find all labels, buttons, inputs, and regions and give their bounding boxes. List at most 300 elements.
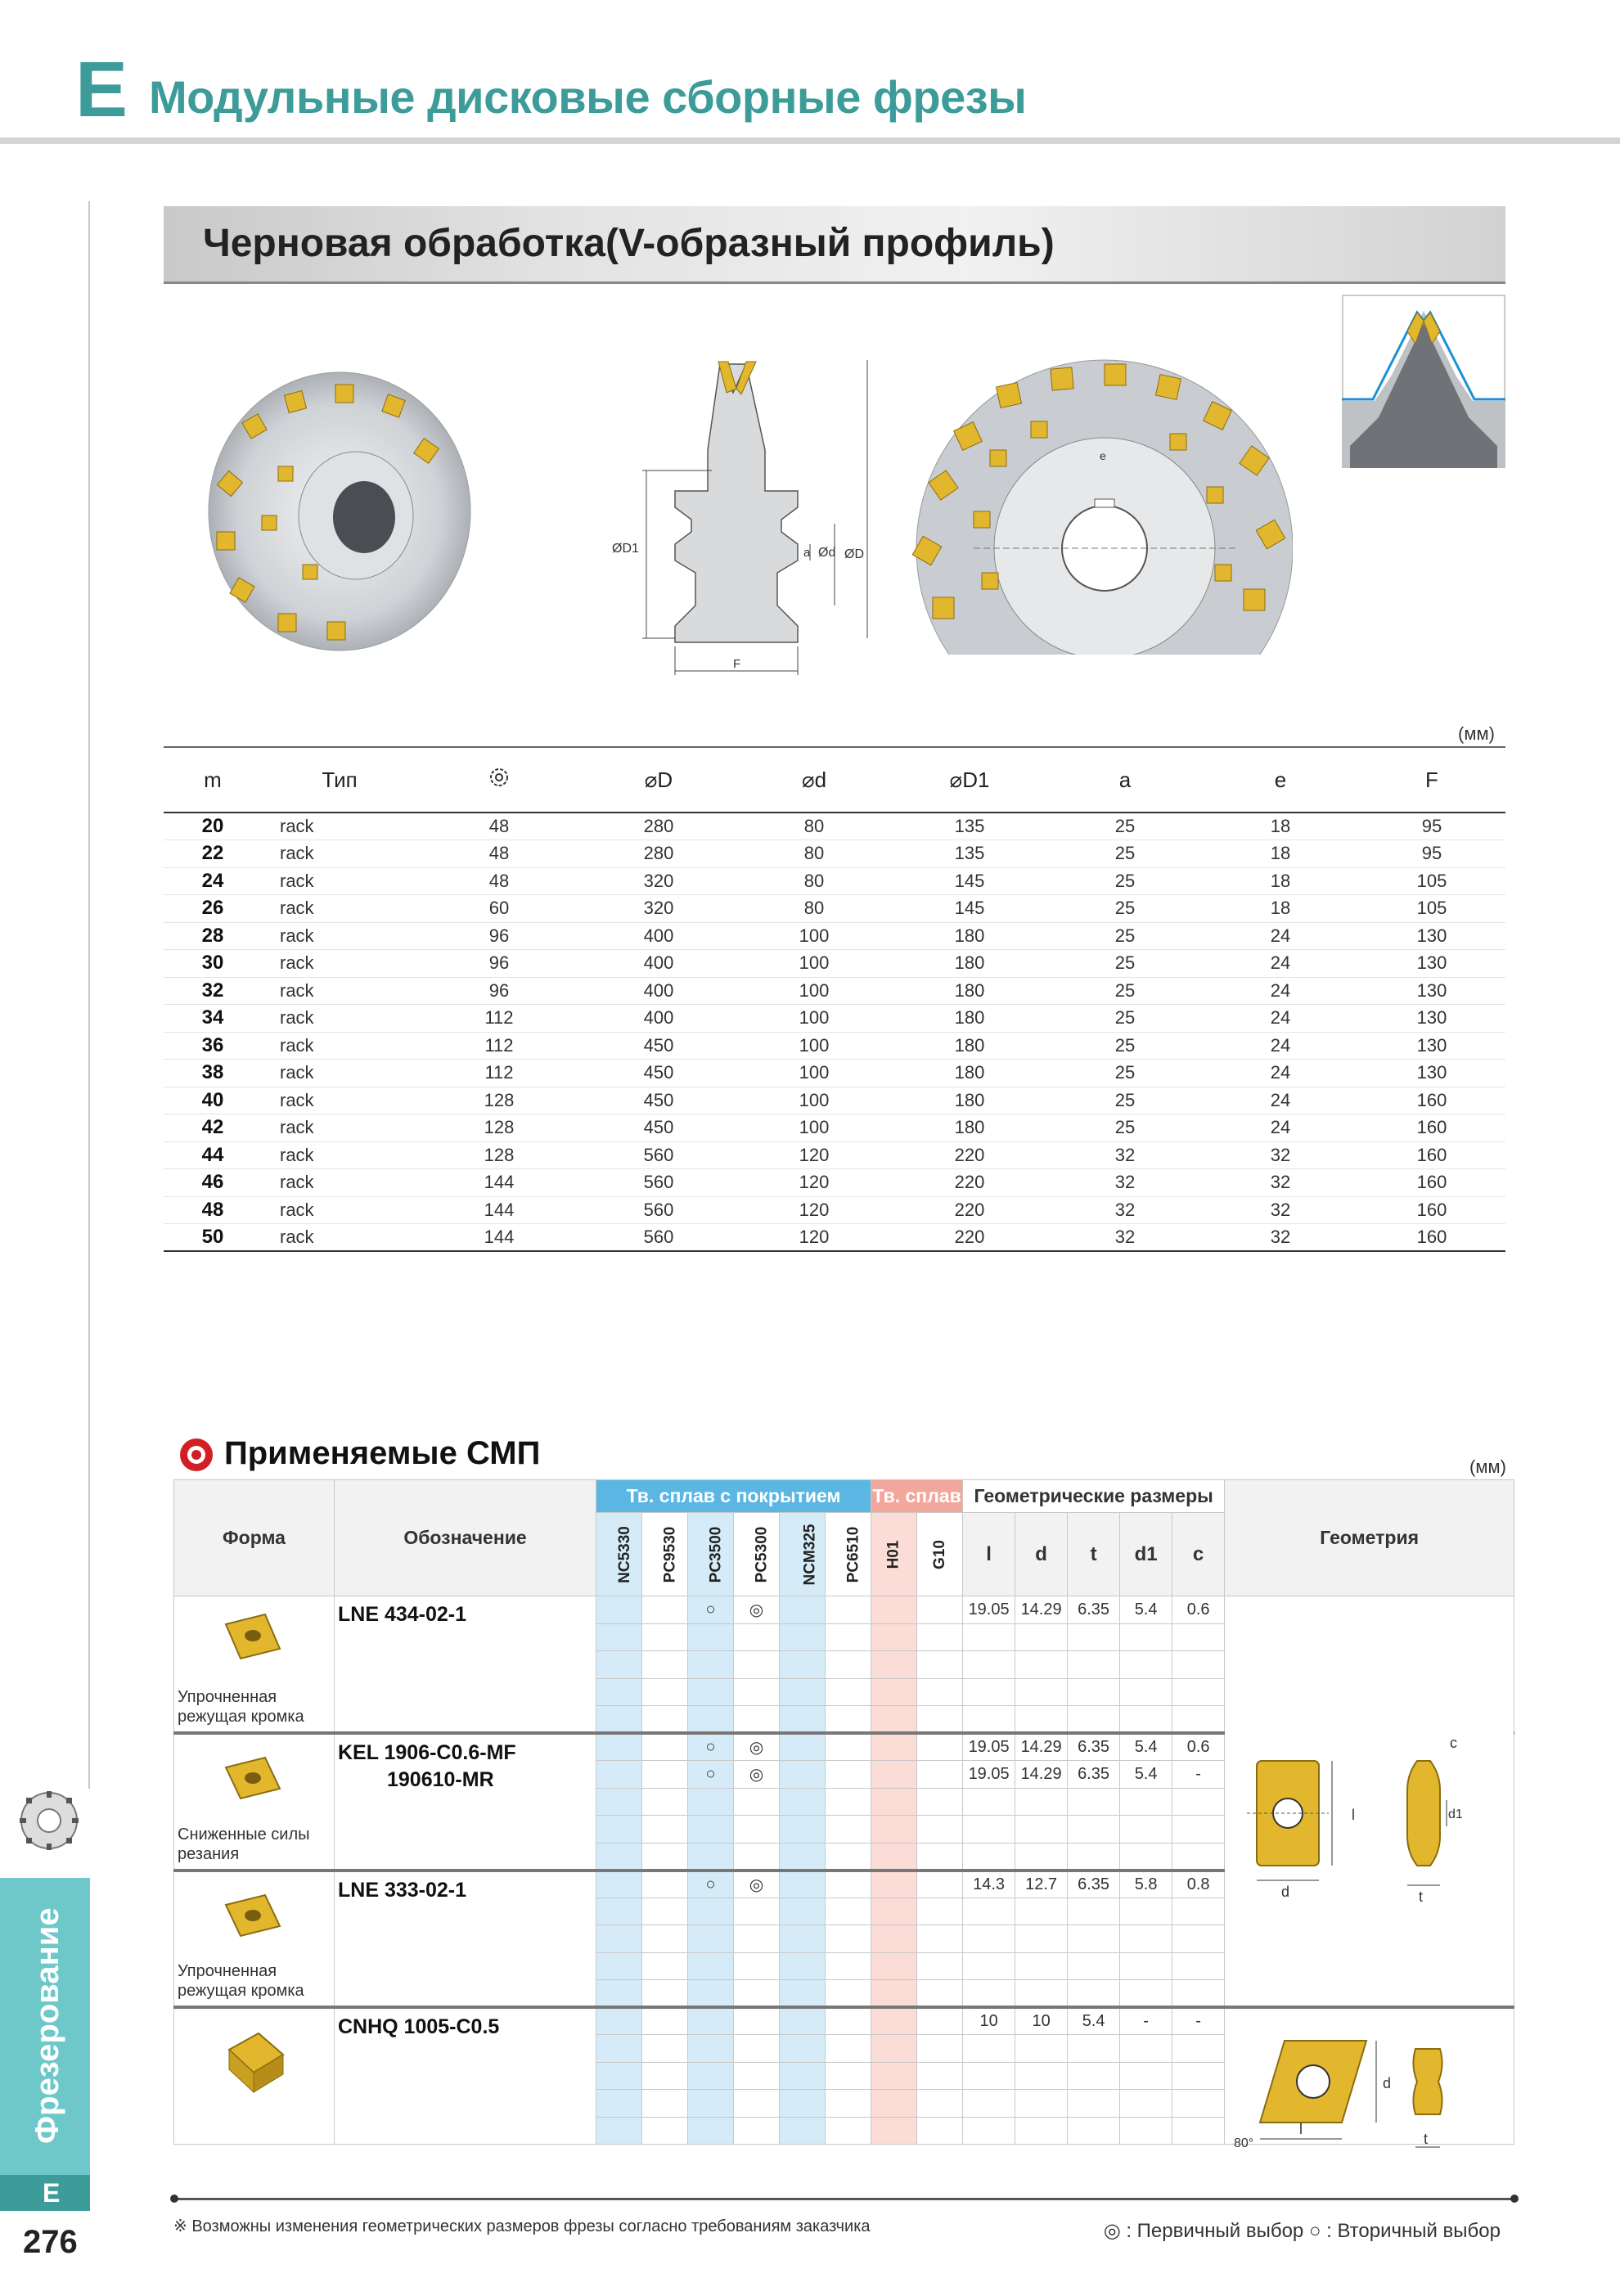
dimension-cell: 5.4 [1120, 1761, 1172, 1789]
table-cell: rack [262, 867, 417, 895]
grade-cell [688, 2035, 734, 2063]
table-cell: rack [262, 1141, 417, 1169]
table-cell: 320 [581, 867, 736, 895]
table-cell: 160 [1358, 1224, 1505, 1252]
grade-cell [917, 1623, 963, 1651]
grade-cell [826, 1706, 871, 1734]
grade-cell [780, 1980, 826, 2008]
insert-shape-cell [174, 1871, 335, 2008]
table-cell: 48 [417, 813, 581, 840]
table-cell: 128 [417, 1141, 581, 1169]
grade-cell [917, 1706, 963, 1734]
table-cell: 280 [581, 813, 736, 840]
label-D: ØD [844, 547, 864, 561]
grade-cell [642, 1733, 688, 1761]
table-cell: 450 [581, 1032, 736, 1060]
grade-cell [871, 1871, 917, 1898]
grade-PC3500: PC3500 [688, 1513, 734, 1596]
dimension-cell [963, 1623, 1015, 1651]
grade-cell [596, 1925, 642, 1953]
grade-cell: ◎ [734, 1871, 780, 1898]
grade-cell [780, 2035, 826, 2063]
table-cell: 42 [164, 1114, 262, 1142]
grade-cell: ○ [688, 1761, 734, 1789]
table-cell: 160 [1358, 1114, 1505, 1142]
grade-cell [780, 1623, 826, 1651]
table-cell: 130 [1358, 1005, 1505, 1033]
grade-cell [780, 1706, 826, 1734]
dimension-cell [1172, 1925, 1225, 1953]
dimension-cell: - [1172, 1761, 1225, 1789]
grade-cell [688, 1651, 734, 1679]
grade-cell: ○ [688, 1733, 734, 1761]
chapter-letter: E [75, 46, 128, 133]
table-cell: 24 [1203, 1005, 1358, 1033]
inserts-title: Применяемые СМП [224, 1435, 541, 1471]
dimension-cell [1120, 1788, 1172, 1816]
table-cell: 130 [1358, 950, 1505, 978]
grade-cell [917, 2007, 963, 2035]
grade-cell [871, 2090, 917, 2118]
table-cell: 80 [736, 813, 892, 840]
grade-cell [871, 2117, 917, 2145]
table-cell: 32 [1047, 1196, 1203, 1224]
footer-note: ※ Возможны изменения геометрических размеров фрезы согласно требованиям заказчика [173, 2217, 871, 2235]
label-F: F [733, 657, 741, 671]
group-carbide: Тв. сплав [871, 1480, 963, 1513]
dimension-cell [1172, 1843, 1225, 1871]
dimension-cell [1172, 1706, 1225, 1734]
insert-designation-cell [335, 2007, 596, 2145]
grade-cell [826, 2007, 871, 2035]
insert-designation-cell [335, 1596, 596, 1734]
table-unit: (мм) [1458, 723, 1495, 744]
table-cell: 96 [417, 950, 581, 978]
sidebar-line [88, 201, 90, 1789]
grade-cell [688, 1706, 734, 1734]
grade-cell [917, 1871, 963, 1898]
grade-NCM325: NCM325 [780, 1513, 826, 1596]
dimension-cell [1015, 1816, 1068, 1844]
grade-cell [871, 1733, 917, 1761]
table-cell: 18 [1203, 840, 1358, 868]
label-a: a [803, 546, 811, 560]
dimension-cell: 14.29 [1015, 1733, 1068, 1761]
table-cell: 25 [1047, 895, 1203, 923]
label-e: e [1100, 449, 1106, 462]
table-row [164, 1032, 1505, 1060]
grade-cell [734, 1706, 780, 1734]
grade-cell [596, 1952, 642, 1980]
table-cell: 400 [581, 977, 736, 1005]
grade-cell [596, 1706, 642, 1734]
grade-cell [642, 1843, 688, 1871]
table-cell: rack [262, 1032, 417, 1060]
dimension-cell [1172, 1623, 1225, 1651]
insert-image [201, 2017, 308, 2107]
table-cell: 24 [1203, 1060, 1358, 1087]
grade-cell [871, 1925, 917, 1953]
dimension-cell [1120, 1925, 1172, 1953]
cutter-thumbnail-icon [16, 1788, 82, 1853]
dimension-cell [1120, 1816, 1172, 1844]
dimension-cell [1068, 1623, 1120, 1651]
table-cell: 144 [417, 1196, 581, 1224]
grade-cell [780, 2062, 826, 2090]
table-cell: 220 [892, 1224, 1047, 1252]
table-cell: rack [262, 922, 417, 950]
dimension-cell [963, 1925, 1015, 1953]
dim-l: l [963, 1513, 1015, 1596]
grade-cell [780, 1596, 826, 1624]
dimension-cell [1015, 2062, 1068, 2090]
dimension-cell [1015, 1898, 1068, 1925]
grade-cell [688, 2090, 734, 2118]
grade-cell [780, 1651, 826, 1679]
grade-cell [871, 1761, 917, 1789]
dimension-cell: 6.35 [1068, 1871, 1120, 1898]
table-cell: 32 [1203, 1169, 1358, 1197]
table-cell: 112 [417, 1005, 581, 1033]
table-cell: 32 [1047, 1224, 1203, 1252]
col-D: ⌀D [581, 747, 736, 813]
grade-cell [871, 1898, 917, 1925]
table-cell: 32 [1203, 1141, 1358, 1169]
dimension-cell [1172, 1816, 1225, 1844]
table-cell: 44 [164, 1141, 262, 1169]
grade-cell [642, 2062, 688, 2090]
table-cell: 25 [1047, 840, 1203, 868]
table-cell: 112 [417, 1032, 581, 1060]
insert-designation: LNE 434-02-1 [338, 1603, 467, 1626]
table-cell: 180 [892, 977, 1047, 1005]
dimension-cell: 0.6 [1172, 1733, 1225, 1761]
table-cell: 100 [736, 950, 892, 978]
table-cell: 24 [1203, 922, 1358, 950]
dimension-cell: 0.8 [1172, 1871, 1225, 1898]
table-cell: 18 [1203, 867, 1358, 895]
grade-cell [826, 1733, 871, 1761]
table-cell: 560 [581, 1141, 736, 1169]
table-cell: 25 [1047, 977, 1203, 1005]
dimension-cell: 0.6 [1172, 1596, 1225, 1624]
dimension-cell [963, 1651, 1015, 1679]
page-number: 276 [23, 2224, 78, 2260]
grade-cell [780, 1678, 826, 1706]
table-cell: 180 [892, 1032, 1047, 1060]
grade-cell [734, 1623, 780, 1651]
table-cell: 28 [164, 922, 262, 950]
grade-cell [871, 1678, 917, 1706]
grade-cell [826, 1898, 871, 1925]
grade-cell [917, 2090, 963, 2118]
dimension-cell: 6.35 [1068, 1733, 1120, 1761]
dimension-cell: 19.05 [963, 1761, 1015, 1789]
grade-cell [596, 1623, 642, 1651]
table-row [164, 840, 1505, 868]
dimension-cell [1015, 1706, 1068, 1734]
inserts-unit: (мм) [1469, 1456, 1506, 1477]
insert-designation: CNHQ 1005-C0.5 [338, 2015, 500, 2038]
table-row [164, 1141, 1505, 1169]
col-D1: ⌀D1 [892, 747, 1047, 813]
table-cell: 24 [1203, 1114, 1358, 1142]
grade-cell [688, 1843, 734, 1871]
col-geometry: Геометрия [1225, 1480, 1514, 1596]
table-row [164, 1005, 1505, 1033]
grade-cell [780, 2090, 826, 2118]
table-cell: 25 [1047, 1087, 1203, 1114]
grade-cell: ○ [688, 1871, 734, 1898]
table-cell: 320 [581, 895, 736, 923]
table-cell: 180 [892, 1005, 1047, 1033]
dimension-cell [1120, 1980, 1172, 2008]
grade-cell [642, 2007, 688, 2035]
grade-cell [642, 1980, 688, 2008]
table-cell: 120 [736, 1141, 892, 1169]
table-cell: 40 [164, 1087, 262, 1114]
table-cell: 48 [417, 840, 581, 868]
grade-cell [826, 2062, 871, 2090]
grade-cell [917, 1980, 963, 2008]
grade-cell [688, 1623, 734, 1651]
table-cell: 25 [1047, 867, 1203, 895]
grade-cell [917, 2062, 963, 2090]
dimension-cell: 12.7 [1015, 1871, 1068, 1898]
grade-cell [871, 1651, 917, 1679]
table-cell: 560 [581, 1224, 736, 1252]
grade-NC5330: NC5330 [596, 1513, 642, 1596]
grade-cell: ◎ [734, 1761, 780, 1789]
table-cell: 25 [1047, 950, 1203, 978]
table-row [164, 1114, 1505, 1142]
grade-cell [596, 2007, 642, 2035]
table-cell: 130 [1358, 1060, 1505, 1087]
page-title: Модульные дисковые сборные фрезы [149, 71, 1027, 123]
geom-label-d: d [1281, 1884, 1290, 1900]
grade-cell [688, 1898, 734, 1925]
table-cell: 25 [1047, 922, 1203, 950]
grade-cell [917, 1816, 963, 1844]
dimension-cell [1068, 1651, 1120, 1679]
grade-cell [917, 2035, 963, 2063]
table-cell: 100 [736, 1032, 892, 1060]
table-row [164, 1169, 1505, 1197]
dimension-cell: 19.05 [963, 1596, 1015, 1624]
geom-label-t2: t [1424, 2131, 1429, 2147]
dimension-cell [963, 2090, 1015, 2118]
table-cell: 25 [1047, 1005, 1203, 1033]
grade-cell [871, 1706, 917, 1734]
grade-cell [917, 1733, 963, 1761]
table-cell: 30 [164, 950, 262, 978]
grade-cell [642, 1596, 688, 1624]
dimension-cell [1172, 1952, 1225, 1980]
col-a: a [1047, 747, 1203, 813]
grade-cell [871, 1816, 917, 1844]
grade-cell [780, 1733, 826, 1761]
table-cell: 560 [581, 1196, 736, 1224]
table-cell: 96 [417, 922, 581, 950]
table-cell: 100 [736, 922, 892, 950]
grade-cell [642, 1678, 688, 1706]
table-cell: 24 [164, 867, 262, 895]
table-cell: 135 [892, 840, 1047, 868]
table-cell: rack [262, 1114, 417, 1142]
grade-cell [642, 1816, 688, 1844]
sidebar-category-label: Фрезерование [29, 1907, 65, 2144]
grade-cell: ○ [688, 1596, 734, 1624]
table-cell: rack [262, 1060, 417, 1087]
grade-cell [780, 1925, 826, 1953]
dim-c: c [1172, 1513, 1225, 1596]
table-cell: rack [262, 1005, 417, 1033]
dimension-cell [963, 1706, 1015, 1734]
dimensions-table [164, 746, 1505, 1252]
dimension-cell [1172, 1678, 1225, 1706]
table-cell: rack [262, 977, 417, 1005]
grade-cell [642, 1623, 688, 1651]
table-cell: 400 [581, 922, 736, 950]
table-cell: 400 [581, 1005, 736, 1033]
dimension-cell [963, 2117, 1015, 2145]
grade-cell [596, 1871, 642, 1898]
grade-cell [917, 1651, 963, 1679]
label-D1: ØD1 [612, 542, 639, 556]
dimension-cell [1172, 2035, 1225, 2063]
dimension-cell [1172, 1651, 1225, 1679]
grade-cell [917, 1952, 963, 1980]
grade-cell [688, 1925, 734, 1953]
grade-cell [734, 2035, 780, 2063]
geom-label-c: c [1450, 1735, 1457, 1751]
dimension-cell [1120, 1678, 1172, 1706]
footer-dot-right [1510, 2195, 1519, 2203]
geom-label-angle: 80° [1234, 2136, 1254, 2150]
table-cell: 26 [164, 895, 262, 923]
geom-label-l2: l [1299, 2121, 1303, 2137]
table-row [164, 977, 1505, 1005]
grade-cell [642, 1925, 688, 1953]
grade-cell [826, 1925, 871, 1953]
insert-image [201, 1743, 308, 1833]
insert-image [201, 1880, 308, 1970]
footer-dot-left [170, 2195, 178, 2203]
dimensions-header-row [164, 747, 1505, 813]
dimension-cell: 6.35 [1068, 1761, 1120, 1789]
dimension-cell [1120, 1706, 1172, 1734]
grade-cell [780, 1788, 826, 1816]
insert-shape-cell [174, 1733, 335, 1871]
grade-cell [688, 2062, 734, 2090]
insert-designation-alt: 190610-MR [387, 1768, 494, 1791]
table-row [164, 1060, 1505, 1087]
table-cell: rack [262, 950, 417, 978]
dimension-cell [1120, 2117, 1172, 2145]
dimension-cell: 14.29 [1015, 1761, 1068, 1789]
grade-cell [596, 1761, 642, 1789]
table-cell: 46 [164, 1169, 262, 1197]
grade-cell [688, 2007, 734, 2035]
table-cell: 20 [164, 813, 262, 840]
table-cell: 120 [736, 1224, 892, 1252]
table-cell: 135 [892, 813, 1047, 840]
col-teeth-count [417, 747, 581, 813]
sidebar-letter: E [43, 2178, 61, 2208]
grade-cell [826, 2090, 871, 2118]
grade-cell [596, 1733, 642, 1761]
table-row [164, 922, 1505, 950]
dimension-cell: 6.35 [1068, 1596, 1120, 1624]
grade-cell [734, 1980, 780, 2008]
insert-caption: Сниженные силы резания [178, 1825, 310, 1863]
grade-cell [826, 1788, 871, 1816]
table-row [164, 867, 1505, 895]
table-cell: 18 [1203, 895, 1358, 923]
table-cell: 100 [736, 977, 892, 1005]
table-cell: 25 [1047, 813, 1203, 840]
profile-inset-drawing [1342, 295, 1505, 468]
dimension-cell: - [1120, 2007, 1172, 2035]
dimension-cell [1172, 2117, 1225, 2145]
insert-designation: LNE 333-02-1 [338, 1878, 467, 1902]
dimension-cell [963, 1952, 1015, 1980]
table-cell: 130 [1358, 1032, 1505, 1060]
grade-cell [596, 1816, 642, 1844]
grade-G10: G10 [917, 1513, 963, 1596]
dimension-cell [1120, 2035, 1172, 2063]
table-cell: rack [262, 895, 417, 923]
table-cell: 280 [581, 840, 736, 868]
dimension-cell [1015, 1925, 1068, 1953]
table-cell: 25 [1047, 1114, 1203, 1142]
table-cell: rack [262, 1169, 417, 1197]
insert-shape-cell [174, 1596, 335, 1734]
label-d: Ød [818, 546, 836, 560]
dimension-cell [963, 1898, 1015, 1925]
table-cell: 220 [892, 1141, 1047, 1169]
grade-cell [871, 1596, 917, 1624]
grade-cell: ◎ [734, 1733, 780, 1761]
table-cell: 60 [417, 895, 581, 923]
grade-cell [688, 1788, 734, 1816]
col-d: ⌀d [736, 747, 892, 813]
grade-cell [596, 2062, 642, 2090]
table-cell: 145 [892, 895, 1047, 923]
table-cell: 80 [736, 867, 892, 895]
grade-cell [734, 1952, 780, 1980]
col-designation: Обозначение [335, 1480, 596, 1596]
table-cell: 120 [736, 1196, 892, 1224]
col-e: e [1203, 747, 1358, 813]
grade-cell [826, 1623, 871, 1651]
table-cell: 180 [892, 1060, 1047, 1087]
table-cell: 25 [1047, 1060, 1203, 1087]
table-cell: 220 [892, 1196, 1047, 1224]
grade-cell [917, 1596, 963, 1624]
table-cell: 120 [736, 1169, 892, 1197]
grade-cell [871, 1843, 917, 1871]
group-coated-carbide: Тв. сплав с покрытием [596, 1480, 871, 1513]
dimension-cell: 5.4 [1120, 1733, 1172, 1761]
table-cell: 80 [736, 840, 892, 868]
grade-cell [780, 1952, 826, 1980]
insert-designation-cell [335, 1871, 596, 2008]
grade-cell [871, 2007, 917, 2035]
insert-shape-cell [174, 2007, 335, 2145]
dimension-cell [1068, 2035, 1120, 2063]
section-rule [164, 281, 1505, 284]
